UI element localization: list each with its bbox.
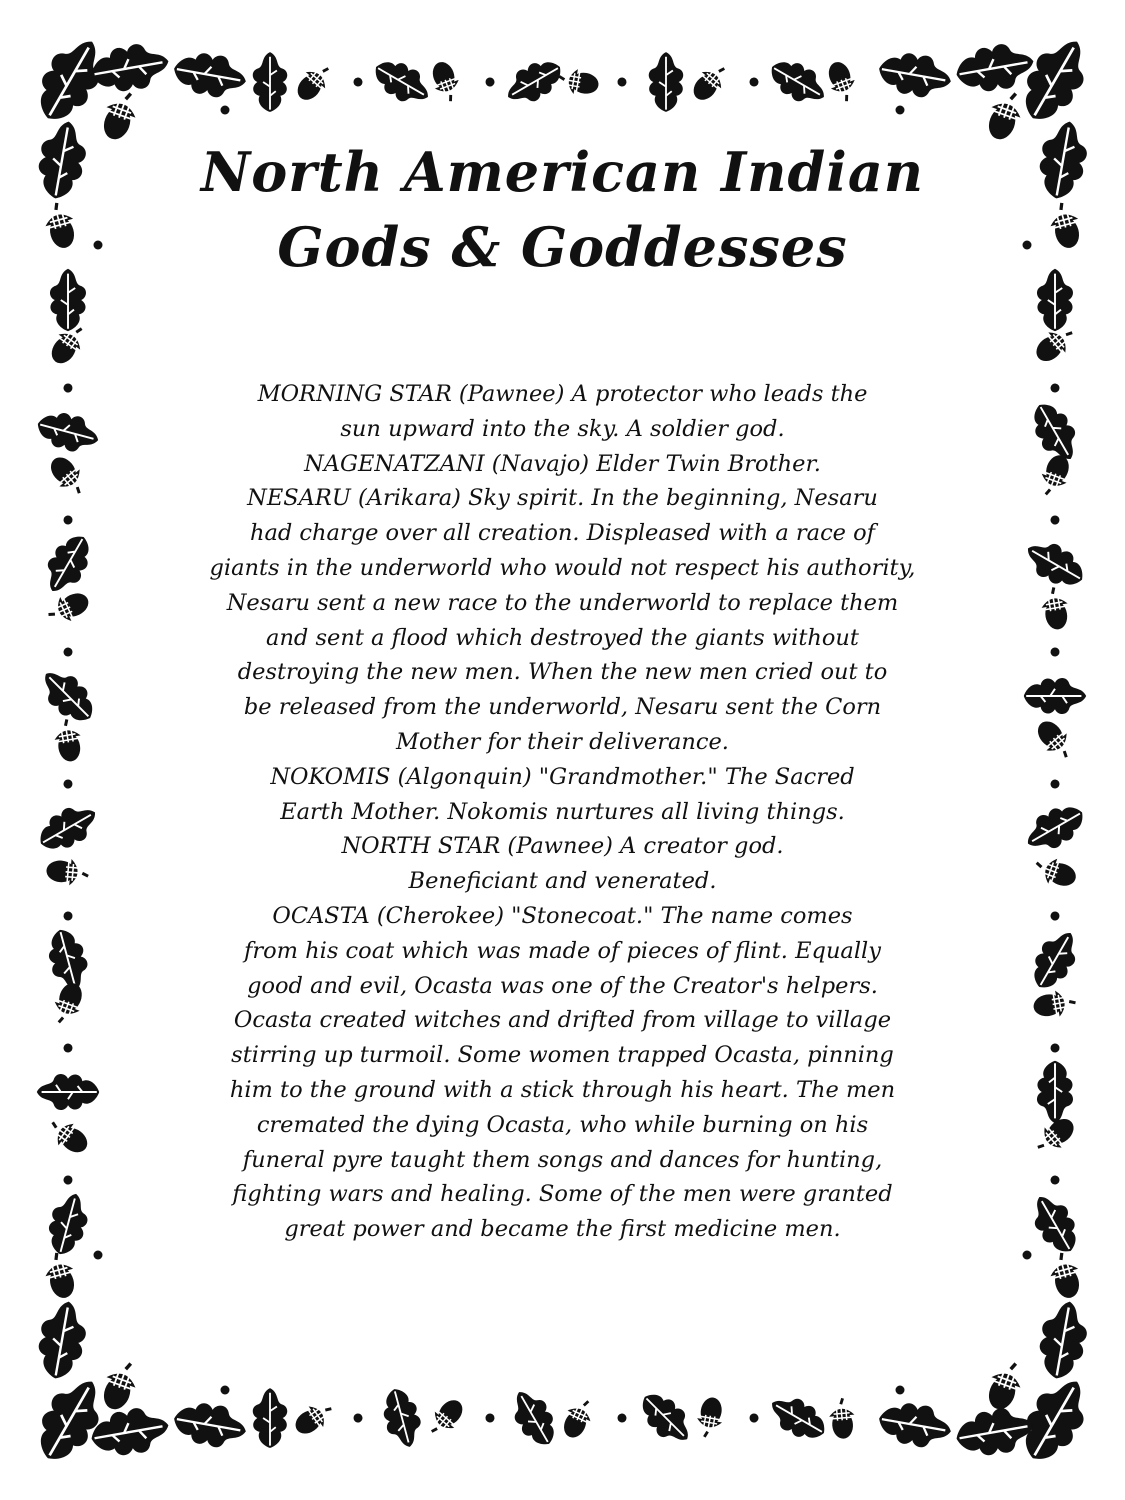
body-line: funeral pyre taught them songs and dances for hunting, xyxy=(242,1146,883,1173)
body-line: from his coat which was made of pieces of flint. Equally xyxy=(244,937,881,964)
body-line: stirring up turmoil. Some women trapped Ocasta, pinning xyxy=(231,1042,894,1069)
oak-leaf-icon xyxy=(763,1388,832,1448)
berry-icon xyxy=(749,77,759,87)
body-line: had charge over all creation. Displeased with a race of xyxy=(249,520,876,547)
acorn-icon xyxy=(557,66,601,98)
oak-leaf-icon xyxy=(32,797,104,859)
berry-icon xyxy=(1050,383,1060,393)
berry-icon xyxy=(1049,1042,1062,1055)
oak-leaf-icon xyxy=(171,48,250,102)
acorn-icon xyxy=(97,87,143,144)
body-line: cremated the dying Ocasta, who while burning on his xyxy=(256,1111,869,1138)
acorn-icon xyxy=(44,587,93,629)
acorn-icon xyxy=(1031,987,1077,1020)
acorn-icon xyxy=(1045,200,1084,251)
berry-icon xyxy=(221,1386,230,1395)
acorn-icon xyxy=(291,59,336,106)
acorn-icon xyxy=(45,857,89,887)
body-line: OCASTA (Cherokee) "Stonecoat." The name comes xyxy=(272,902,853,929)
berry-icon xyxy=(62,1042,75,1055)
body-line: great power and became the first medicine men. xyxy=(284,1216,841,1243)
acorn-icon xyxy=(40,1250,79,1301)
body-line: NORTH STAR (Pawnee) A creator god. xyxy=(341,833,784,860)
body-line: good and evil, Ocasta was one of the Creator's helpers. xyxy=(247,972,878,999)
body-line: Ocasta created witches and drifted from village to village xyxy=(233,1007,892,1034)
oak-leaf-icon xyxy=(504,1383,564,1452)
berry-icon xyxy=(353,77,363,87)
berry-icon xyxy=(484,76,496,88)
body-line: Earth Mother. Nokomis nurtures all living things. xyxy=(280,798,845,825)
oak-leaf-icon xyxy=(367,52,436,112)
oak-leaf-icon xyxy=(37,528,99,600)
oak-leaf-icon xyxy=(1024,678,1086,714)
oak-leaf-icon xyxy=(33,407,103,458)
acorn-icon xyxy=(694,1395,726,1439)
berry-icon xyxy=(748,1412,760,1424)
berry-icon xyxy=(62,778,74,790)
acorn-icon xyxy=(49,979,88,1027)
oak-leaf-icon xyxy=(33,1298,91,1383)
berry-icon xyxy=(1050,1175,1060,1185)
oak-leaf-icon xyxy=(1019,533,1091,595)
page-title-line-1: North American Indian xyxy=(200,140,925,204)
acorn-icon xyxy=(44,451,91,500)
berry-icon xyxy=(62,382,74,394)
berry-icon xyxy=(1049,646,1062,659)
body-text xyxy=(160,377,965,1247)
oak-leaf-icon xyxy=(1037,1061,1073,1123)
berry-icon xyxy=(94,1251,103,1260)
acorn-icon xyxy=(44,1113,94,1159)
oak-leaf-icon xyxy=(499,52,568,112)
oak-leaf-icon xyxy=(37,1074,99,1110)
berry-icon xyxy=(62,1174,74,1186)
oak-leaf-icon xyxy=(253,1388,288,1448)
body-line: NESARU (Arikara) Sky spirit. In the beginning, Nesaru xyxy=(247,485,878,512)
acorn-icon xyxy=(823,58,861,104)
oak-leaf-icon xyxy=(43,1189,94,1259)
body-line: Mother for their deliverance. xyxy=(396,728,729,755)
oak-leaf-icon xyxy=(633,1385,700,1452)
acorn-icon xyxy=(687,59,732,106)
oak-leaf-icon xyxy=(1024,1188,1086,1260)
oak-leaf-icon xyxy=(649,52,684,112)
berry-icon xyxy=(63,647,73,657)
berry-icon xyxy=(896,106,905,115)
berry-icon xyxy=(896,1386,905,1395)
berry-icon xyxy=(63,515,73,525)
berry-icon xyxy=(1050,779,1060,789)
page-title-line-2: Gods & Goddesses xyxy=(277,215,848,279)
oak-leaf-icon xyxy=(1011,29,1099,131)
acorn-icon xyxy=(1031,853,1079,892)
oak-leaf-icon xyxy=(1034,118,1092,203)
body-line: him to the ground with a stick through his heart. The men xyxy=(229,1076,896,1103)
oak-leaf-icon xyxy=(953,1403,1038,1461)
body-line: Beneficiant and venerated. xyxy=(408,868,717,895)
body-line: NAGENATZANI (Navajo) Elder Twin Brother. xyxy=(304,450,821,477)
oak-leaf-icon xyxy=(953,39,1038,97)
berry-icon xyxy=(1023,241,1032,250)
body-line: sun upward into the sky. A soldier god. xyxy=(340,415,785,442)
acorn-icon xyxy=(982,87,1028,144)
acorn-icon xyxy=(1031,715,1078,764)
berry-icon xyxy=(1049,514,1061,526)
berry-icon xyxy=(616,76,629,89)
oak-leaf-icon xyxy=(33,118,91,203)
oak-leaf-icon xyxy=(1037,269,1073,331)
body-line: NOKOMIS (Algonquin) "Grandmother." The Sacred xyxy=(270,763,855,790)
acorn-icon xyxy=(982,1357,1028,1414)
berry-icon xyxy=(1049,910,1061,922)
oak-leaf-icon xyxy=(50,269,86,331)
acorn-icon xyxy=(1045,1250,1084,1301)
oak-leaf-icon xyxy=(763,52,832,112)
berry-icon xyxy=(352,1412,364,1424)
oak-leaf-icon xyxy=(88,1403,173,1461)
acorn-icon xyxy=(1038,586,1071,632)
berry-icon xyxy=(94,241,103,250)
oak-leaf-icon xyxy=(88,39,173,97)
acorn-icon xyxy=(427,58,465,104)
oak-leaf-icon xyxy=(1019,797,1091,859)
acorn-icon xyxy=(51,718,84,764)
oak-leaf-icon xyxy=(378,1385,427,1452)
acorn-icon xyxy=(828,1397,857,1439)
acorn-icon xyxy=(40,200,79,251)
oak-leaf-icon xyxy=(26,1369,114,1471)
acorn-icon xyxy=(424,1394,469,1441)
berry-icon xyxy=(617,1413,627,1423)
body-line: be released from the underworld, Nesaru sent the Corn xyxy=(243,694,882,721)
acorn-icon xyxy=(97,1357,143,1414)
oak-leaf-icon xyxy=(171,1398,250,1452)
oak-leaf-icon xyxy=(1034,1298,1092,1383)
oak-leaf-icon xyxy=(876,1398,955,1452)
berry-icon xyxy=(1023,1251,1032,1260)
body-line: fighting wars and healing. Some of the men were granted xyxy=(232,1181,893,1208)
berry-icon xyxy=(485,1413,495,1423)
body-line: MORNING STAR (Pawnee) A protector who leads the xyxy=(257,381,868,407)
body-line: giants in the underworld who would not respect his authority, xyxy=(209,554,916,581)
berry-icon xyxy=(62,910,75,923)
body-line: and sent a flood which destroyed the giants without xyxy=(266,624,859,651)
oak-leaf-icon xyxy=(1024,924,1086,996)
acorn-icon xyxy=(558,1395,598,1442)
acorn-icon xyxy=(290,1396,337,1440)
oak-leaf-icon xyxy=(876,48,955,102)
oak-leaf-icon xyxy=(253,52,288,112)
body-line: destroying the new men. When the new men cried out to xyxy=(237,659,888,686)
body-line: Nesaru sent a new race to the underworld to replace them xyxy=(226,589,899,616)
berry-icon xyxy=(221,106,230,115)
